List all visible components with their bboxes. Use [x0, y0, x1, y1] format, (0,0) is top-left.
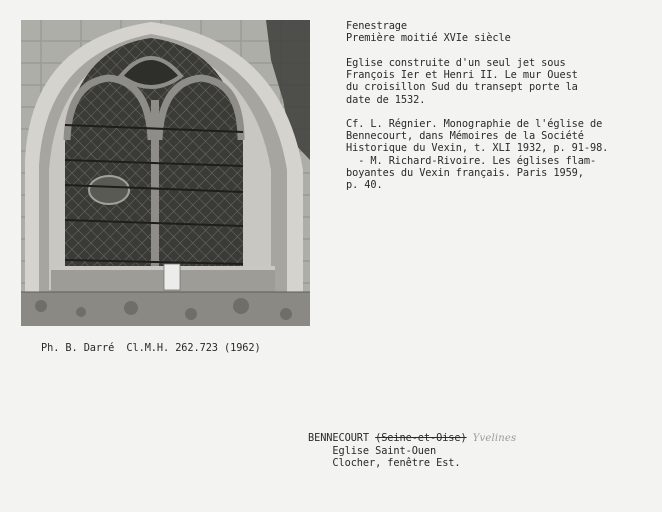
- reference-line-2: Bennecourt, dans Mémoires de la Société: [346, 130, 584, 143]
- commune-name: BENNECOURT: [308, 432, 369, 444]
- building-name: [308, 445, 516, 457]
- photo-credit: [41, 342, 261, 354]
- building-detail: [308, 457, 516, 469]
- building-detail-text: Clocher, fenêtre Est.: [332, 457, 461, 470]
- location-line-1: [308, 432, 516, 445]
- reference-line-3: Historique du Vexin, t. XLI 1932, p. 91-98.: [346, 142, 609, 155]
- caption-title: [346, 20, 511, 44]
- reference-line-1: Cf. L. Régnier. Monographie de l'église de: [346, 118, 603, 130]
- reference-line-6: p. 40.: [346, 179, 383, 192]
- reference-line-5: boyantes du Vexin français. Paris 1959,: [346, 166, 584, 179]
- description-line-4: date de 1532.: [346, 93, 426, 106]
- caption-description: [346, 57, 578, 106]
- window-photo-drawing: [21, 20, 310, 326]
- photographer: Ph. B. Darré: [41, 342, 115, 354]
- description-line-2: François Ier et Henri II. Le mur Ouest: [346, 69, 578, 82]
- location-block: [308, 432, 516, 470]
- building-name-text: Eglise Saint-Ouen: [332, 445, 437, 458]
- caption-title-line-2: Première moitié XVIe siècle: [346, 32, 511, 45]
- handwritten-department: Yvelines: [472, 433, 517, 444]
- bibliographic-references: [346, 118, 608, 191]
- description-line-3: du croisillon Sud du transept porte la: [346, 81, 578, 94]
- window-photograph: [21, 20, 310, 326]
- archive-reference: Cl.M.H. 262.723 (1962): [126, 342, 261, 354]
- description-line-1: Eglise construite d'un seul jet sous: [346, 57, 566, 69]
- caption-title-line-1: Fenestrage: [346, 20, 407, 32]
- reference-line-4: - M. Richard-Rivoire. Les églises flam-: [346, 154, 597, 167]
- old-department: (Seine-et-Oise): [375, 432, 467, 444]
